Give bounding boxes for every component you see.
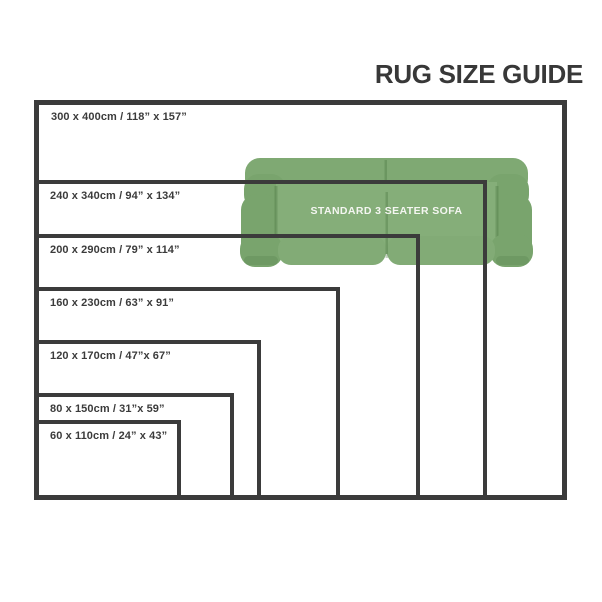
rug-size-label: 300 x 400cm / 118” x 157”: [51, 111, 187, 124]
rug-size-label: 120 x 170cm / 47”x 67”: [50, 350, 171, 363]
rug-size-label: 60 x 110cm / 24” x 43”: [50, 430, 168, 443]
rug-size-label: 240 x 340cm / 94” x 134”: [50, 190, 181, 203]
page-title: RUG SIZE GUIDE: [374, 59, 583, 89]
rug-size-label: 160 x 230cm / 63” x 91”: [50, 296, 175, 309]
rug-size-label: 80 x 150cm / 31”x 59”: [50, 403, 165, 416]
sofa-label: STANDARD 3 SEATER SOFA: [310, 205, 463, 217]
rug-outline-60x110: [34, 420, 181, 500]
rug-size-label: 200 x 290cm / 79” x 114”: [50, 243, 180, 256]
